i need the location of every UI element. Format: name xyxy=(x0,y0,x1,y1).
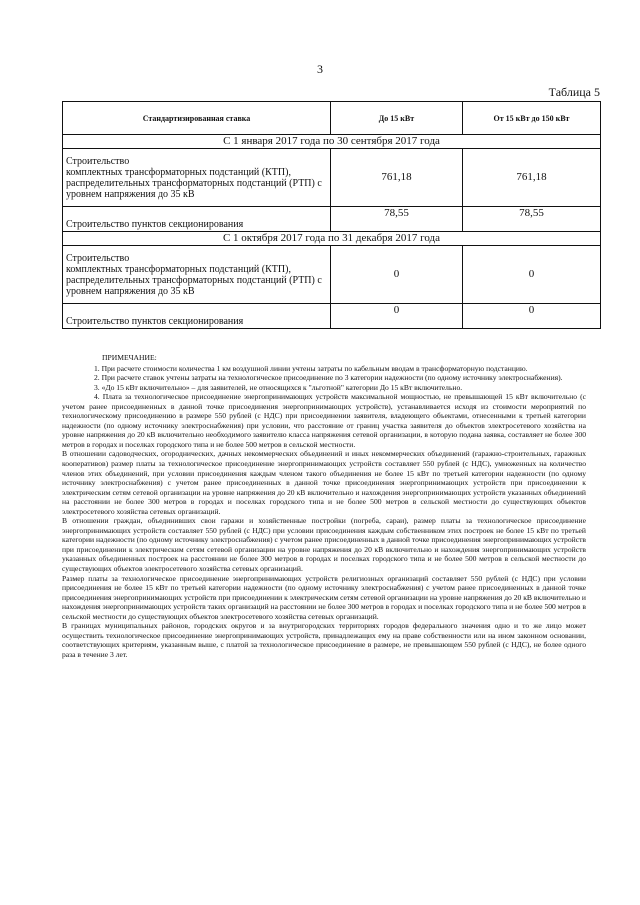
note-paragraph: Размер платы за технологическое присоединение энергопринимающих устройств религиозных организаций составляет 550 рублей (с НДС) при условии присоединения не более 15 кВт по третьей категории надежности (по одному источнику электроснабжения) с учетом ранее присоединенных в данной точке присоединения энергопринимающих устройств при присоединении к электрическим сетям сетевой организации на уровне напряжения до 20 кВ включительно и нахождения энергопринимающих устройств таких организаций на расстоянии не более 300 метров в городах и поселках городского типа и не более 500 метров в сельской местности до существующих объектов электросетевого хозяйства сетевых организаций. xyxy=(62,573,586,621)
note-item: 2. При расчете ставок учтены затраты на технологическое присоединение по 3 категории надежности (по одному источнику электроснабжения). xyxy=(94,373,563,383)
header-15-to-150kw: От 15 кВт до 150 кВт xyxy=(463,102,601,135)
note-item: 3. «До 15 кВт включительно» – для заявителей, не относящихся к "льготной" категории До 15 кВт включительно. xyxy=(94,382,463,392)
notes-section xyxy=(62,353,586,660)
row-value-up-to-15kw: 0 xyxy=(331,246,463,304)
table-caption: Таблица 5 xyxy=(548,85,600,99)
row-value-15-to-150kw: 78,55 xyxy=(463,207,601,232)
table-row xyxy=(63,304,601,329)
note-paragraph: В границах муниципальных районов, городских округов и за внутригородских территориях городов федерального значения одно и то же лицо может осуществить технологическое присоединение энергопринимающих устройств, принадлежащих ему на праве собственности или на ином законном основании, соответствующих критериям, указанным выше, с платой за технологическое присоединение в размере, не превышающем 550 рублей (с НДС), не более одного раза в течение 3 лет. xyxy=(62,621,586,659)
note-paragraph: В отношении садоводческих, огороднических, дачных некоммерческих объединений и иных некоммерческих объединений (гаражно-строительных, гаражных кооперативов) размер платы за технологическое присоединение энергопринимающих устройств составляет 550 рублей (с НДС), умноженных на количество членов этих объединений, при условии присоединения каждым членом такого объединения не более 15 кВт по третьей категории надежности (по одному источнику электроснабжения) с учетом ранее присоединенных в данной точке присоединения энергопринимающих устройств при присоединении к электрическим сетям сетевой организации на уровне напряжения до 20 кВ включительно и нахождения энергопринимающих устройств указанных объединений на расстоянии не более 300 метров в городах и поселках городского типа и не более 500 метров в сельской местности до существующих объектов электросетевого хозяйства сетевых организаций. xyxy=(62,449,586,516)
row-value-up-to-15kw: 0 xyxy=(331,304,463,329)
row-label: Строительство комплектных трансформаторных подстанций (КТП), распределительных трансформаторных подстанций (РТП) с уровнем напряжения до 35 кВ xyxy=(63,149,331,207)
row-label: Строительство пунктов секционирования xyxy=(63,304,331,329)
note-item: 4. Плата за технологическое присоединение энергопринимающих устройств максимальной мощностью, не превышающей 15 кВт включительно (с учетом ранее присоединенных в данной точке присоединения энергопринимающих устройств), устанавливается исходя из стоимости мероприятий по технологическому присоединению в размере 550 рублей (с НДС) при присоединении заявителя, владеющего объектами, отнесенными к третьей категории надежности (по одному источнику электроснабжения) при условии, что расстояние от границ участка заявителя до объектов электросетевого хозяйства на уровне напряжения до 20 кВ включительно необходимого заявителю класса напряжения сетевой организации, в которую подана заявка, составляет не более 300 метров в городах и поселках городского типа и не более 500 метров в сельской местности. xyxy=(62,392,586,449)
table-row xyxy=(63,207,601,232)
row-value-up-to-15kw: 761,18 xyxy=(331,149,463,207)
note-item: 1. При расчете стоимости количества 1 км воздушной линии учтены затраты по кабельным вводам в трансформаторную подстанцию. xyxy=(94,363,528,373)
header-up-to-15kw: До 15 кВт xyxy=(331,102,463,135)
rates-table xyxy=(62,101,601,329)
period-row xyxy=(63,135,601,149)
header-rate: Стандартизированная ставка xyxy=(63,102,331,135)
period-title: С 1 января 2017 года по 30 сентября 2017 года xyxy=(63,135,601,149)
table-row xyxy=(63,246,601,304)
row-value-15-to-150kw: 0 xyxy=(463,304,601,329)
period-row xyxy=(63,232,601,246)
note-paragraph: В отношении граждан, объединивших свои гаражи и хозяйственные постройки (погреба, сараи), размер платы за технологическое присоединение энергопринимающих устройств составляет 550 рублей (с НДС) при условии присоединения каждым собственником этих построек не более 15 кВт по третьей категории надежности (по одному источнику электроснабжения) с учетом ранее присоединенных в данной точке присоединения энергопринимающих устройств при присоединении к электрическим сетям сетевой организации на уровне напряжения до 20 кВ включительно и нахождения энергопринимающих устройств указанных объединенных построек на расстоянии не более 300 метров в городах и поселках городского типа и не более 500 метров в сельской местности до существующих объектов электросетевого хозяйства сетевых организаций. xyxy=(62,516,586,574)
notes-heading: ПРИМЕЧАНИЕ: xyxy=(102,353,157,362)
row-value-15-to-150kw: 0 xyxy=(463,246,601,304)
table-header-row xyxy=(63,102,601,135)
table-row xyxy=(63,149,601,207)
row-value-15-to-150kw: 761,18 xyxy=(463,149,601,207)
period-title: С 1 октября 2017 года по 31 декабря 2017 года xyxy=(63,232,601,246)
page-number: 3 xyxy=(317,62,323,76)
row-value-up-to-15kw: 78,55 xyxy=(331,207,463,232)
row-label: Строительство комплектных трансформаторных подстанций (КТП), распределительных трансформаторных подстанций (РТП) с уровнем напряжения до 35 кВ xyxy=(63,246,331,304)
row-label: Строительство пунктов секционирования xyxy=(63,207,331,232)
